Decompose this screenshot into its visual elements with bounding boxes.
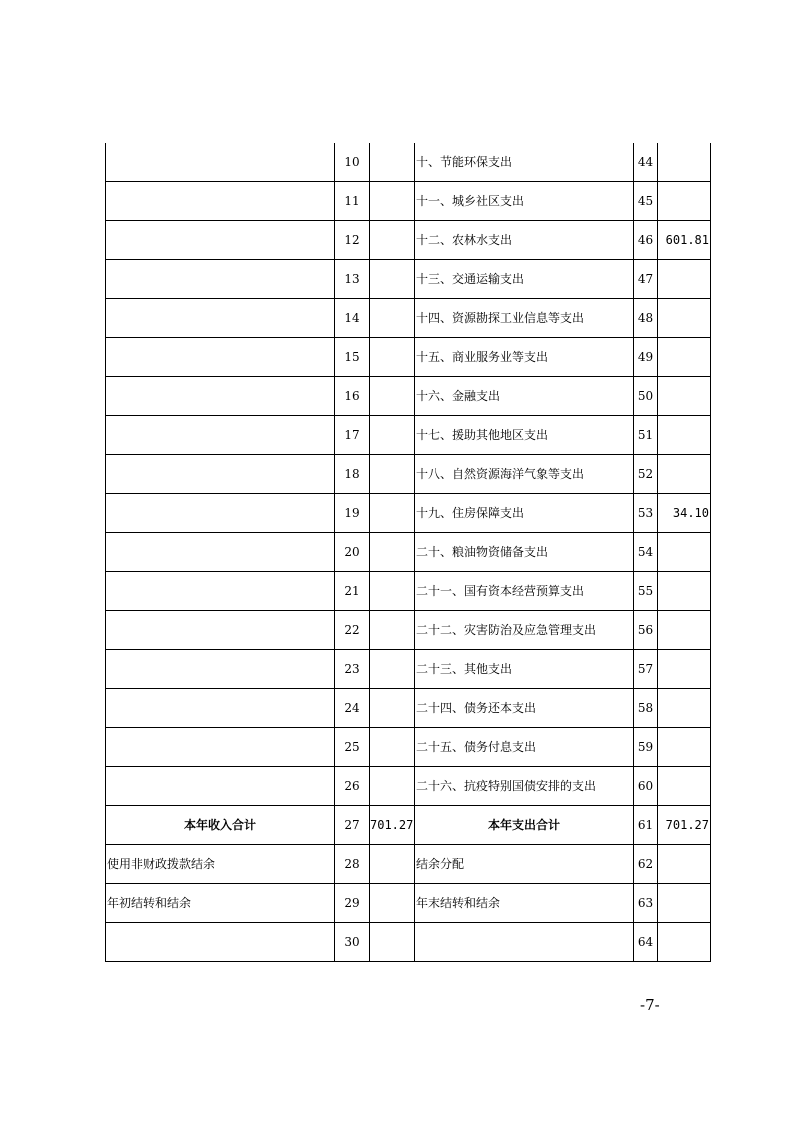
income-row-number-cell: 21 [335,572,370,611]
expense-row-number-cell: 60 [634,767,658,806]
income-expense-table [105,143,711,962]
table-row [106,572,711,611]
expense-item-cell: 结余分配 [415,845,634,884]
expense-item-cell: 十八、自然资源海洋气象等支出 [415,455,634,494]
expense-row-number-cell: 63 [634,884,658,923]
expense-row-number-cell: 52 [634,455,658,494]
expense-amount-cell: 701.27 [658,806,711,845]
expense-amount-cell [658,923,711,962]
income-amount-cell [370,299,415,338]
income-item-cell [106,494,335,533]
expense-row-number-cell: 59 [634,728,658,767]
income-item-cell [106,533,335,572]
income-row-number-cell: 30 [335,923,370,962]
income-amount-cell [370,650,415,689]
table-row [106,650,711,689]
income-item-cell [106,611,335,650]
income-amount-cell: 701.27 [370,806,415,845]
income-item-cell [106,416,335,455]
expense-item-cell: 二十三、其他支出 [415,650,634,689]
expense-item-cell: 二十二、灾害防治及应急管理支出 [415,611,634,650]
income-row-number-cell: 13 [335,260,370,299]
expense-row-number-cell: 44 [634,143,658,182]
table-row [106,182,711,221]
income-amount-cell [370,416,415,455]
income-row-number-cell: 23 [335,650,370,689]
expense-item-cell: 十四、资源勘探工业信息等支出 [415,299,634,338]
expense-amount-cell [658,728,711,767]
expense-row-number-cell: 58 [634,689,658,728]
expense-row-number-cell: 56 [634,611,658,650]
table-row [106,611,711,650]
expense-row-number-cell: 53 [634,494,658,533]
income-row-number-cell: 10 [335,143,370,182]
expense-item-cell: 十三、交通运输支出 [415,260,634,299]
income-row-number-cell: 22 [335,611,370,650]
income-amount-cell [370,533,415,572]
income-amount-cell [370,572,415,611]
expense-amount-cell [658,416,711,455]
table-row [106,377,711,416]
income-amount-cell [370,182,415,221]
expense-row-number-cell: 64 [634,923,658,962]
income-amount-cell [370,221,415,260]
table-row [106,221,711,260]
table-row [106,455,711,494]
income-amount-cell [370,611,415,650]
expense-item-cell: 十九、住房保障支出 [415,494,634,533]
total-row [106,806,711,845]
table-row [106,845,711,884]
income-row-number-cell: 16 [335,377,370,416]
income-row-number-cell: 18 [335,455,370,494]
expense-amount-cell [658,845,711,884]
income-amount-cell [370,728,415,767]
income-row-number-cell: 26 [335,767,370,806]
expense-row-number-cell: 57 [634,650,658,689]
expense-item-cell: 十五、商业服务业等支出 [415,338,634,377]
expense-amount-cell [658,377,711,416]
income-amount-cell [370,260,415,299]
income-item-cell [106,377,335,416]
income-amount-cell [370,884,415,923]
expense-amount-cell [658,611,711,650]
income-item-cell [106,143,335,182]
income-item-cell [106,728,335,767]
income-row-number-cell: 15 [335,338,370,377]
expense-row-number-cell: 45 [634,182,658,221]
income-item-cell [106,650,335,689]
expense-item-cell: 十、节能环保支出 [415,143,634,182]
expense-amount-cell [658,650,711,689]
income-row-number-cell: 12 [335,221,370,260]
income-row-number-cell: 19 [335,494,370,533]
table-row [106,884,711,923]
expense-row-number-cell: 62 [634,845,658,884]
table-row [106,689,711,728]
income-amount-cell [370,767,415,806]
income-amount-cell [370,689,415,728]
expense-row-number-cell: 55 [634,572,658,611]
table-row [106,299,711,338]
income-amount-cell [370,845,415,884]
table-row [106,338,711,377]
income-row-number-cell: 11 [335,182,370,221]
income-item-cell [106,260,335,299]
expense-amount-cell [658,767,711,806]
expense-item-cell: 二十四、债务还本支出 [415,689,634,728]
income-item-cell [106,182,335,221]
expense-amount-cell [658,884,711,923]
expense-amount-cell [658,143,711,182]
table-row [106,533,711,572]
page-number: -7- [640,996,660,1014]
expense-amount-cell [658,299,711,338]
expense-item-cell [415,923,634,962]
expense-row-number-cell: 48 [634,299,658,338]
expense-item-cell: 二十、粮油物资储备支出 [415,533,634,572]
income-row-number-cell: 17 [335,416,370,455]
table-body [106,143,711,962]
expense-row-number-cell: 61 [634,806,658,845]
income-item-cell [106,767,335,806]
expense-amount-cell [658,338,711,377]
table-row [106,767,711,806]
income-row-number-cell: 24 [335,689,370,728]
expense-row-number-cell: 46 [634,221,658,260]
income-item-cell [106,221,335,260]
income-amount-cell [370,338,415,377]
income-row-number-cell: 20 [335,533,370,572]
income-row-number-cell: 27 [335,806,370,845]
table-row [106,416,711,455]
table-row [106,728,711,767]
expense-row-number-cell: 50 [634,377,658,416]
expense-amount-cell: 34.10 [658,494,711,533]
income-item-cell [106,299,335,338]
table-row [106,260,711,299]
income-item-cell [106,455,335,494]
expense-amount-cell: 601.81 [658,221,711,260]
income-row-number-cell: 28 [335,845,370,884]
expense-row-number-cell: 54 [634,533,658,572]
expense-amount-cell [658,182,711,221]
table-row [106,494,711,533]
income-item-cell [106,923,335,962]
expense-amount-cell [658,260,711,299]
income-row-number-cell: 14 [335,299,370,338]
expense-amount-cell [658,533,711,572]
income-item-cell: 年初结转和结余 [106,884,335,923]
income-item-cell [106,572,335,611]
income-row-number-cell: 25 [335,728,370,767]
expense-row-number-cell: 47 [634,260,658,299]
expense-amount-cell [658,455,711,494]
expense-item-cell: 十二、农林水支出 [415,221,634,260]
table-row [106,143,711,182]
expense-item-cell: 年末结转和结余 [415,884,634,923]
income-item-cell [106,338,335,377]
expense-row-number-cell: 51 [634,416,658,455]
income-item-cell: 使用非财政拨款结余 [106,845,335,884]
income-row-number-cell: 29 [335,884,370,923]
income-amount-cell [370,143,415,182]
expense-item-cell: 二十五、债务付息支出 [415,728,634,767]
expense-item-cell: 十七、援助其他地区支出 [415,416,634,455]
income-amount-cell [370,494,415,533]
income-amount-cell [370,377,415,416]
table-row [106,923,711,962]
expense-row-number-cell: 49 [634,338,658,377]
expense-item-cell: 本年支出合计 [415,806,634,845]
expense-item-cell: 十一、城乡社区支出 [415,182,634,221]
income-item-cell: 本年收入合计 [106,806,335,845]
expense-item-cell: 二十一、国有资本经营预算支出 [415,572,634,611]
income-item-cell [106,689,335,728]
expense-item-cell: 十六、金融支出 [415,377,634,416]
expense-item-cell: 二十六、抗疫特别国债安排的支出 [415,767,634,806]
income-amount-cell [370,923,415,962]
income-amount-cell [370,455,415,494]
expense-amount-cell [658,689,711,728]
expense-amount-cell [658,572,711,611]
